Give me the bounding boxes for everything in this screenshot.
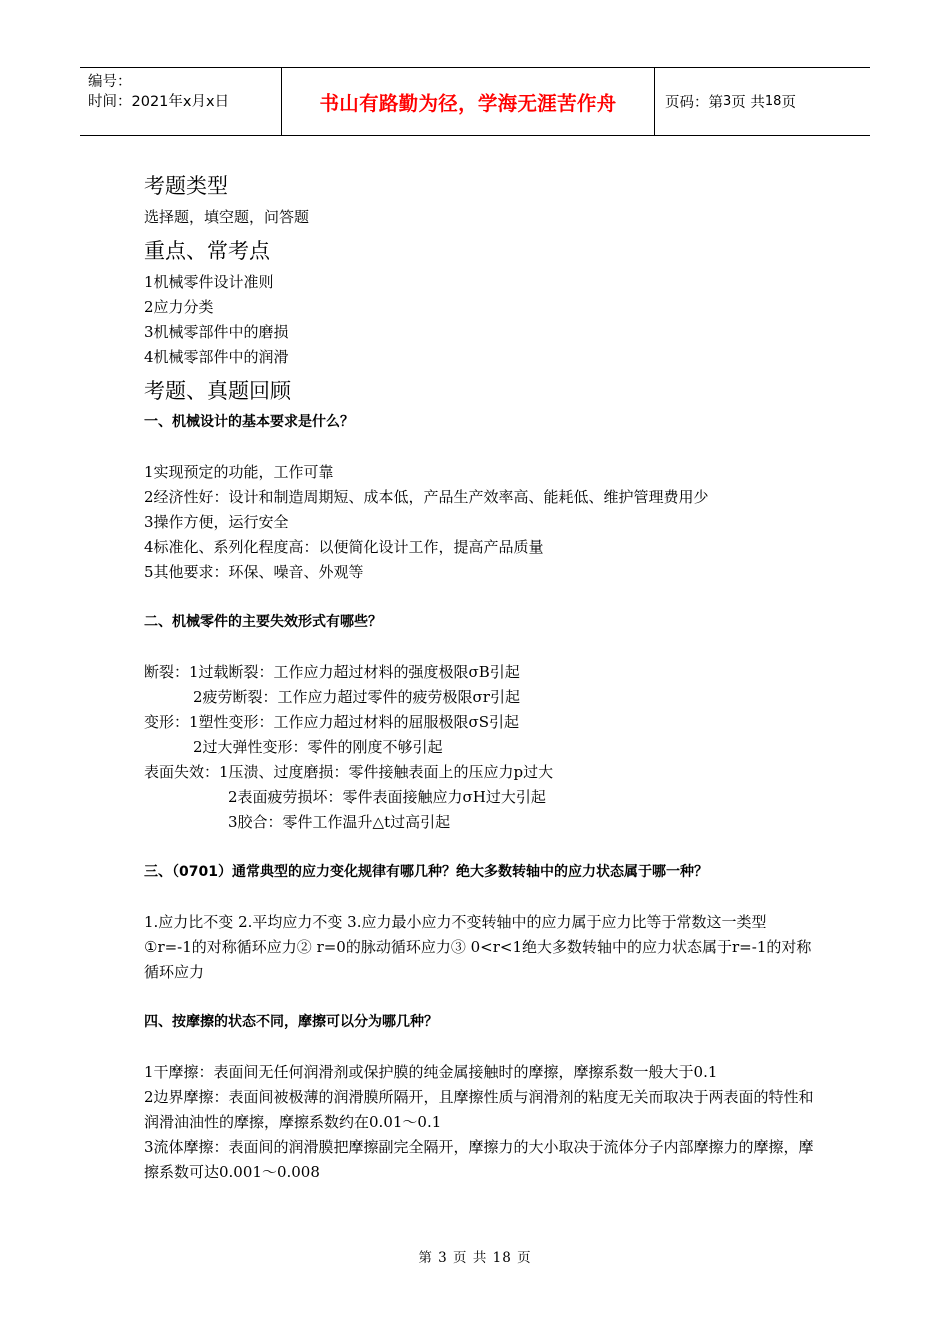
page-header [80,67,870,136]
document-body [144,165,814,1185]
page-total: 18 [764,94,782,109]
section-title-key-points: 重点、常考点 [144,239,270,263]
date-label: 时间：2021年x月x日 [88,94,230,110]
answer-paragraph: 1.应力比不变 2.平均应力不变 3.应力最小应力不变转轴中的应力属于应力比等于常数这一类型 [144,913,767,931]
answer-line: 2疲劳断裂：工作应力超过零件的疲劳极限σr引起 [193,688,520,706]
answer-line: 4标准化、系列化程度高：以便简化设计工作，提高产品质量 [144,538,544,556]
answer-line: 2过大弹性变形：零件的刚度不够引起 [193,738,443,756]
header-motto-cell [282,68,655,135]
header-meta-cell [80,68,282,135]
key-point-item: 2应力分类 [144,298,214,316]
page-footer: 第 3 页 共 18 页 [418,1250,532,1266]
answer-line: 1实现预定的功能，工作可靠 [144,463,334,481]
answer-paragraph: ①r=-1的对称循环应力② r=0的脉动循环应力③ 0<r<1绝大多数转轴中的应力状态属于r=-1的对称循环应力 [144,938,812,981]
page-info-mid: 页 共 [731,95,765,111]
header-page-cell [655,68,870,135]
answer-line: 3胶合：零件工作温升△t过高引起 [228,813,451,831]
section-title-question-types: 考题类型 [144,174,228,198]
answer-line: 2表面疲劳损坏：零件表面接触应力σH过大引起 [228,788,546,806]
number-label: 编号： [88,74,132,90]
question-1: 一、机械设计的基本要求是什么？ [144,414,354,430]
page-current: 3 [723,94,732,109]
key-point-item: 4机械零部件中的润滑 [144,348,289,366]
answer-line: 3操作方便，运行安全 [144,513,289,531]
page-info-suffix: 页 [781,95,796,111]
answer-line: 表面失效：1压溃、过度磨损：零件接触表面上的压应力p过大 [144,763,554,781]
section-title-review: 考题、真题回顾 [144,379,291,403]
answer-paragraph: 2边界摩擦：表面间被极薄的润滑膜所隔开，且摩擦性质与润滑剂的粘度无关而取决于两表面的特性和润滑油油性的摩擦，摩擦系数约在0.01～0.1 [144,1088,814,1131]
answer-line: 5其他要求：环保、噪音、外观等 [144,563,364,581]
key-point-item: 3机械零部件中的磨损 [144,323,289,341]
answer-line: 断裂：1过载断裂：工作应力超过材料的强度极限σB引起 [144,663,520,681]
question-3: 三、（0701）通常典型的应力变化规律有哪几种？绝大多数转轴中的应力状态属于哪一种？ [144,864,708,880]
question-types-text: 选择题，填空题，问答题 [144,208,310,226]
answer-line: 2经济性好：设计和制造周期短、成本低，产品生产效率高、能耗低、维护管理费用少 [144,488,709,506]
answer-paragraph: 3流体摩擦：表面间的润滑膜把摩擦副完全隔开，摩擦力的大小取决于流体分子内部摩擦力的摩擦，摩擦系数可达0.001～0.008 [144,1138,814,1181]
answer-paragraph: 1干摩擦：表面间无任何润滑剂或保护膜的纯金属接触时的摩擦，摩擦系数一般大于0.1 [144,1063,718,1081]
page-info-prefix: 页码：第 [665,95,723,111]
question-2: 二、机械零件的主要失效形式有哪些？ [144,614,382,630]
answer-line: 变形：1塑性变形：工作应力超过材料的屈服极限σS引起 [144,713,520,731]
key-point-item: 1机械零件设计准则 [144,273,274,291]
motto-text: 书山有路勤为径，学海无涯苦作舟 [319,91,617,115]
question-4: 四、按摩擦的状态不同，摩擦可以分为哪几种？ [144,1014,438,1030]
